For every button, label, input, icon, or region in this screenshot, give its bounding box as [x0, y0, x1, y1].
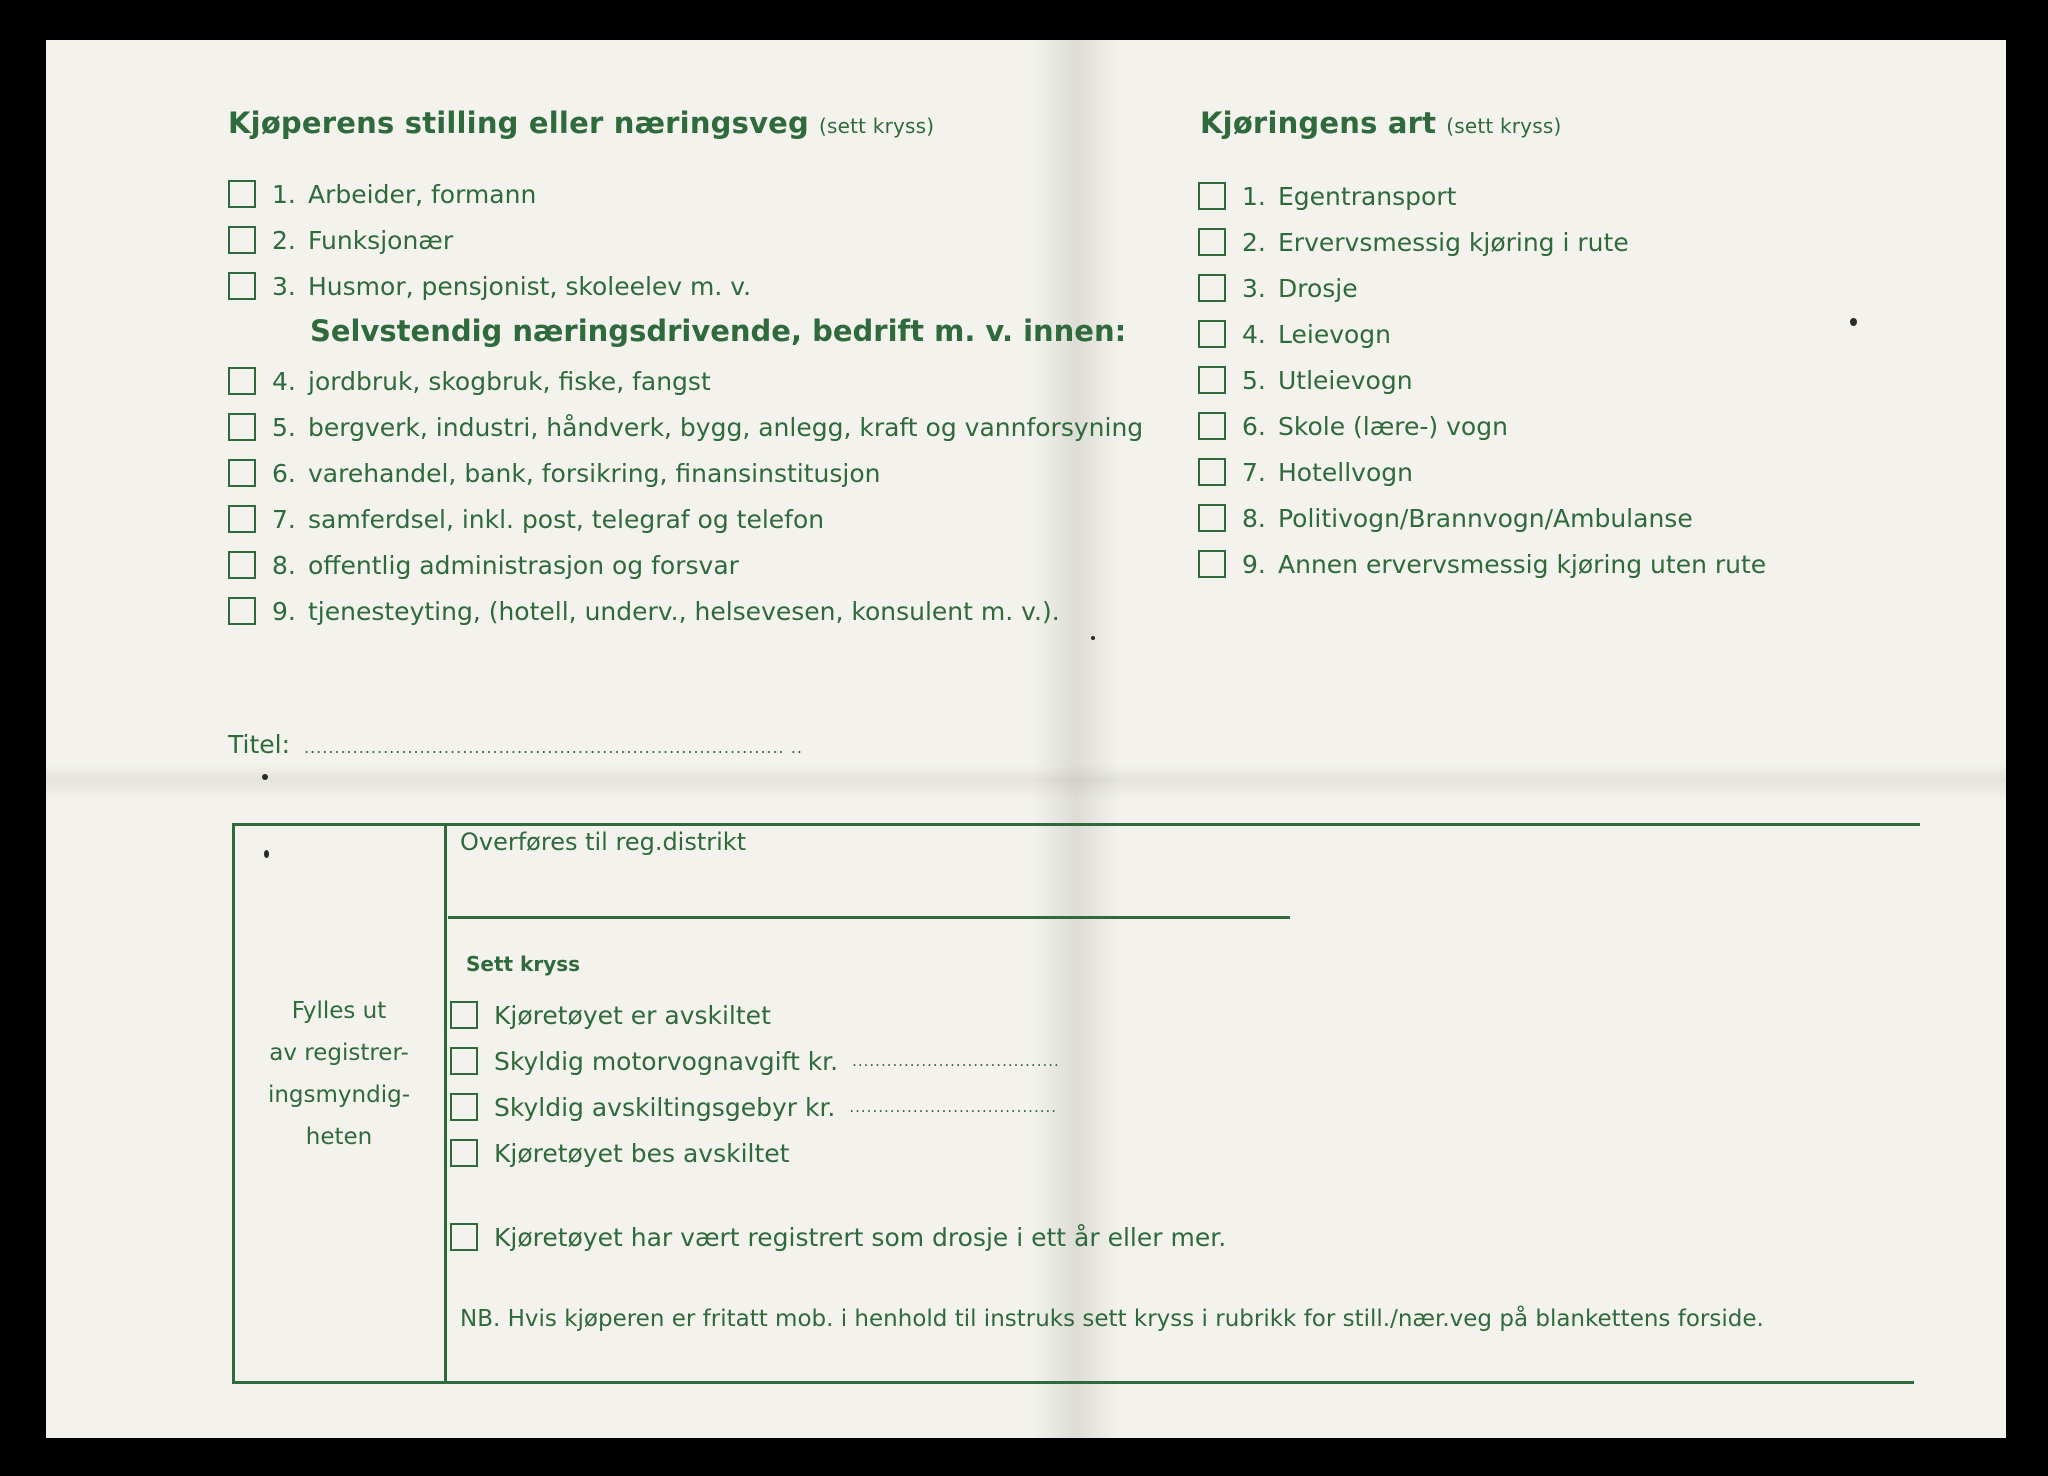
right-title-text: Kjøringens art — [1200, 106, 1437, 140]
driving-item-8 — [1198, 498, 1693, 538]
item-label: Skole (lære-) vogn — [1278, 411, 1508, 441]
item-number: 1. — [272, 179, 296, 209]
right-title-note: (sett kryss) — [1446, 114, 1562, 138]
item-label: Drosje — [1278, 273, 1358, 303]
side-label-line: Fylles ut — [291, 998, 387, 1024]
box-divider — [444, 823, 447, 1383]
left-title-note: (sett kryss) — [819, 114, 935, 138]
occupation-checkbox-3[interactable] — [228, 272, 256, 300]
registry-check-2 — [450, 1041, 1060, 1081]
registry-checkbox-4[interactable] — [450, 1139, 478, 1167]
self-employed-subheading: Selvstendig næringsdrivende, bedrift m. v. innen: — [310, 314, 1127, 348]
occupation-item-2 — [228, 220, 453, 260]
box-bottom-border — [232, 1381, 1914, 1384]
item-label: Egentransport — [1278, 181, 1457, 211]
driving-item-9 — [1198, 544, 1766, 584]
item-number: 4. — [272, 366, 296, 396]
driving-item-5 — [1198, 360, 1413, 400]
occupation-item-1 — [228, 174, 536, 214]
check-label: Skyldig avskiltingsgebyr kr. — [494, 1092, 836, 1122]
driving-checkbox-4[interactable] — [1198, 320, 1226, 348]
occupation-checkbox-1[interactable] — [228, 180, 256, 208]
driving-checkbox-6[interactable] — [1198, 412, 1226, 440]
occupation-item-7 — [228, 499, 824, 539]
item-number: 5. — [272, 412, 296, 442]
occupation-checkbox-9[interactable] — [228, 597, 256, 625]
drosje-checkbox[interactable] — [450, 1223, 478, 1251]
ink-speck — [1850, 318, 1857, 326]
nb-note: NB. Hvis kjøperen er fritatt mob. i henhold til instruks sett kryss i rubrikk for still./nær.veg på blankettens forside. — [460, 1306, 1764, 1332]
occupation-item-8 — [228, 545, 739, 585]
driving-item-1 — [1198, 176, 1456, 216]
drosje-check — [450, 1217, 1226, 1257]
driving-checkbox-8[interactable] — [1198, 504, 1226, 532]
right-section-title — [1200, 106, 1561, 140]
item-number: 2. — [1242, 227, 1266, 257]
item-label: Funksjonær — [308, 225, 454, 255]
item-label: samferdsel, inkl. post, telegraf og telefon — [308, 504, 825, 534]
driving-checkbox-9[interactable] — [1198, 550, 1226, 578]
item-label: Leievogn — [1278, 319, 1392, 349]
transfer-label: Overføres til reg.distrikt — [460, 828, 747, 856]
occupation-item-4 — [228, 361, 711, 401]
occupation-item-9 — [228, 591, 1060, 631]
item-number: 7. — [272, 504, 296, 534]
box-left-border — [232, 823, 235, 1383]
item-number: 8. — [272, 550, 296, 580]
item-number: 3. — [272, 271, 296, 301]
item-label: Ervervsmessig kjøring i rute — [1278, 227, 1629, 257]
drosje-label: Kjøretøyet har vært registrert som drosje i ett år eller mer. — [494, 1222, 1227, 1252]
item-label: Hotellvogn — [1278, 457, 1413, 487]
driving-item-3 — [1198, 268, 1358, 308]
registry-checkbox-1[interactable] — [450, 1001, 478, 1029]
item-number: 2. — [272, 225, 296, 255]
amount-dots[interactable]: .................................... — [852, 1052, 1060, 1070]
amount-dots[interactable]: .................................... — [849, 1098, 1058, 1116]
item-number: 6. — [272, 458, 296, 488]
driving-item-7 — [1198, 452, 1413, 492]
side-label — [236, 990, 442, 1158]
occupation-checkbox-4[interactable] — [228, 367, 256, 395]
item-number: 3. — [1242, 273, 1266, 303]
occupation-checkbox-7[interactable] — [228, 505, 256, 533]
driving-item-6 — [1198, 406, 1508, 446]
item-number: 8. — [1242, 503, 1266, 533]
form-sheet — [46, 40, 2006, 1438]
ink-speck — [264, 850, 269, 858]
occupation-checkbox-8[interactable] — [228, 551, 256, 579]
occupation-item-6 — [228, 453, 881, 493]
item-label: Arbeider, formann — [308, 179, 537, 209]
occupation-checkbox-6[interactable] — [228, 459, 256, 487]
item-number: 1. — [1242, 181, 1266, 211]
driving-checkbox-2[interactable] — [1198, 228, 1226, 256]
check-label: Skyldig motorvognavgift kr. — [494, 1046, 839, 1076]
side-label-line: ingsmyndig- — [267, 1082, 411, 1108]
transfer-field-line[interactable] — [448, 916, 1290, 919]
ink-speck — [262, 774, 268, 780]
check-label: Kjøretøyet er avskiltet — [494, 1000, 771, 1030]
item-number: 7. — [1242, 457, 1266, 487]
check-label: Kjøretøyet bes avskiltet — [494, 1138, 790, 1168]
item-label: bergverk, industri, håndverk, bygg, anlegg, kraft og vannforsyning — [308, 412, 1144, 442]
item-number: 9. — [272, 596, 296, 626]
item-number: 4. — [1242, 319, 1266, 349]
occupation-item-3 — [228, 266, 751, 306]
driving-checkbox-7[interactable] — [1198, 458, 1226, 486]
driving-checkbox-1[interactable] — [1198, 182, 1226, 210]
check-heading: Sett kryss — [466, 952, 581, 976]
box-top-border — [232, 823, 1920, 826]
side-label-line: av registrer- — [269, 1040, 409, 1066]
item-label: tjenesteyting, (hotell, underv., helsevesen, konsulent m. v.). — [308, 596, 1060, 626]
occupation-item-5 — [228, 407, 1143, 447]
left-title-text: Kjøperens stilling eller næringsveg — [228, 106, 810, 140]
item-label: jordbruk, skogbruk, fiske, fangst — [308, 366, 711, 396]
registry-check-3 — [450, 1087, 1057, 1127]
item-number: 6. — [1242, 411, 1266, 441]
item-label: offentlig administrasjon og forsvar — [308, 550, 739, 580]
ink-speck — [1091, 636, 1095, 640]
side-label-line: heten — [305, 1124, 373, 1150]
occupation-checkbox-5[interactable] — [228, 413, 256, 441]
title-field[interactable] — [228, 730, 803, 759]
title-field-dots: ............................................................................... .. — [303, 738, 803, 757]
item-label: Utleievogn — [1278, 365, 1413, 395]
registry-check-1 — [450, 995, 771, 1035]
item-label: Politivogn/Brannvogn/Ambulanse — [1278, 503, 1693, 533]
item-number: 9. — [1242, 549, 1266, 579]
registry-checkbox-2[interactable] — [450, 1047, 478, 1075]
registry-check-4 — [450, 1133, 789, 1173]
registry-checkbox-3[interactable] — [450, 1093, 478, 1121]
item-number: 5. — [1242, 365, 1266, 395]
driving-item-4 — [1198, 314, 1391, 354]
driving-checkbox-5[interactable] — [1198, 366, 1226, 394]
item-label: Husmor, pensjonist, skoleelev m. v. — [308, 271, 752, 301]
title-field-label: Titel: — [228, 730, 290, 759]
left-section-title — [228, 106, 934, 140]
driving-checkbox-3[interactable] — [1198, 274, 1226, 302]
item-label: varehandel, bank, forsikring, finansinstitusjon — [308, 458, 881, 488]
driving-item-2 — [1198, 222, 1629, 262]
item-label: Annen ervervsmessig kjøring uten rute — [1278, 549, 1767, 579]
occupation-checkbox-2[interactable] — [228, 226, 256, 254]
